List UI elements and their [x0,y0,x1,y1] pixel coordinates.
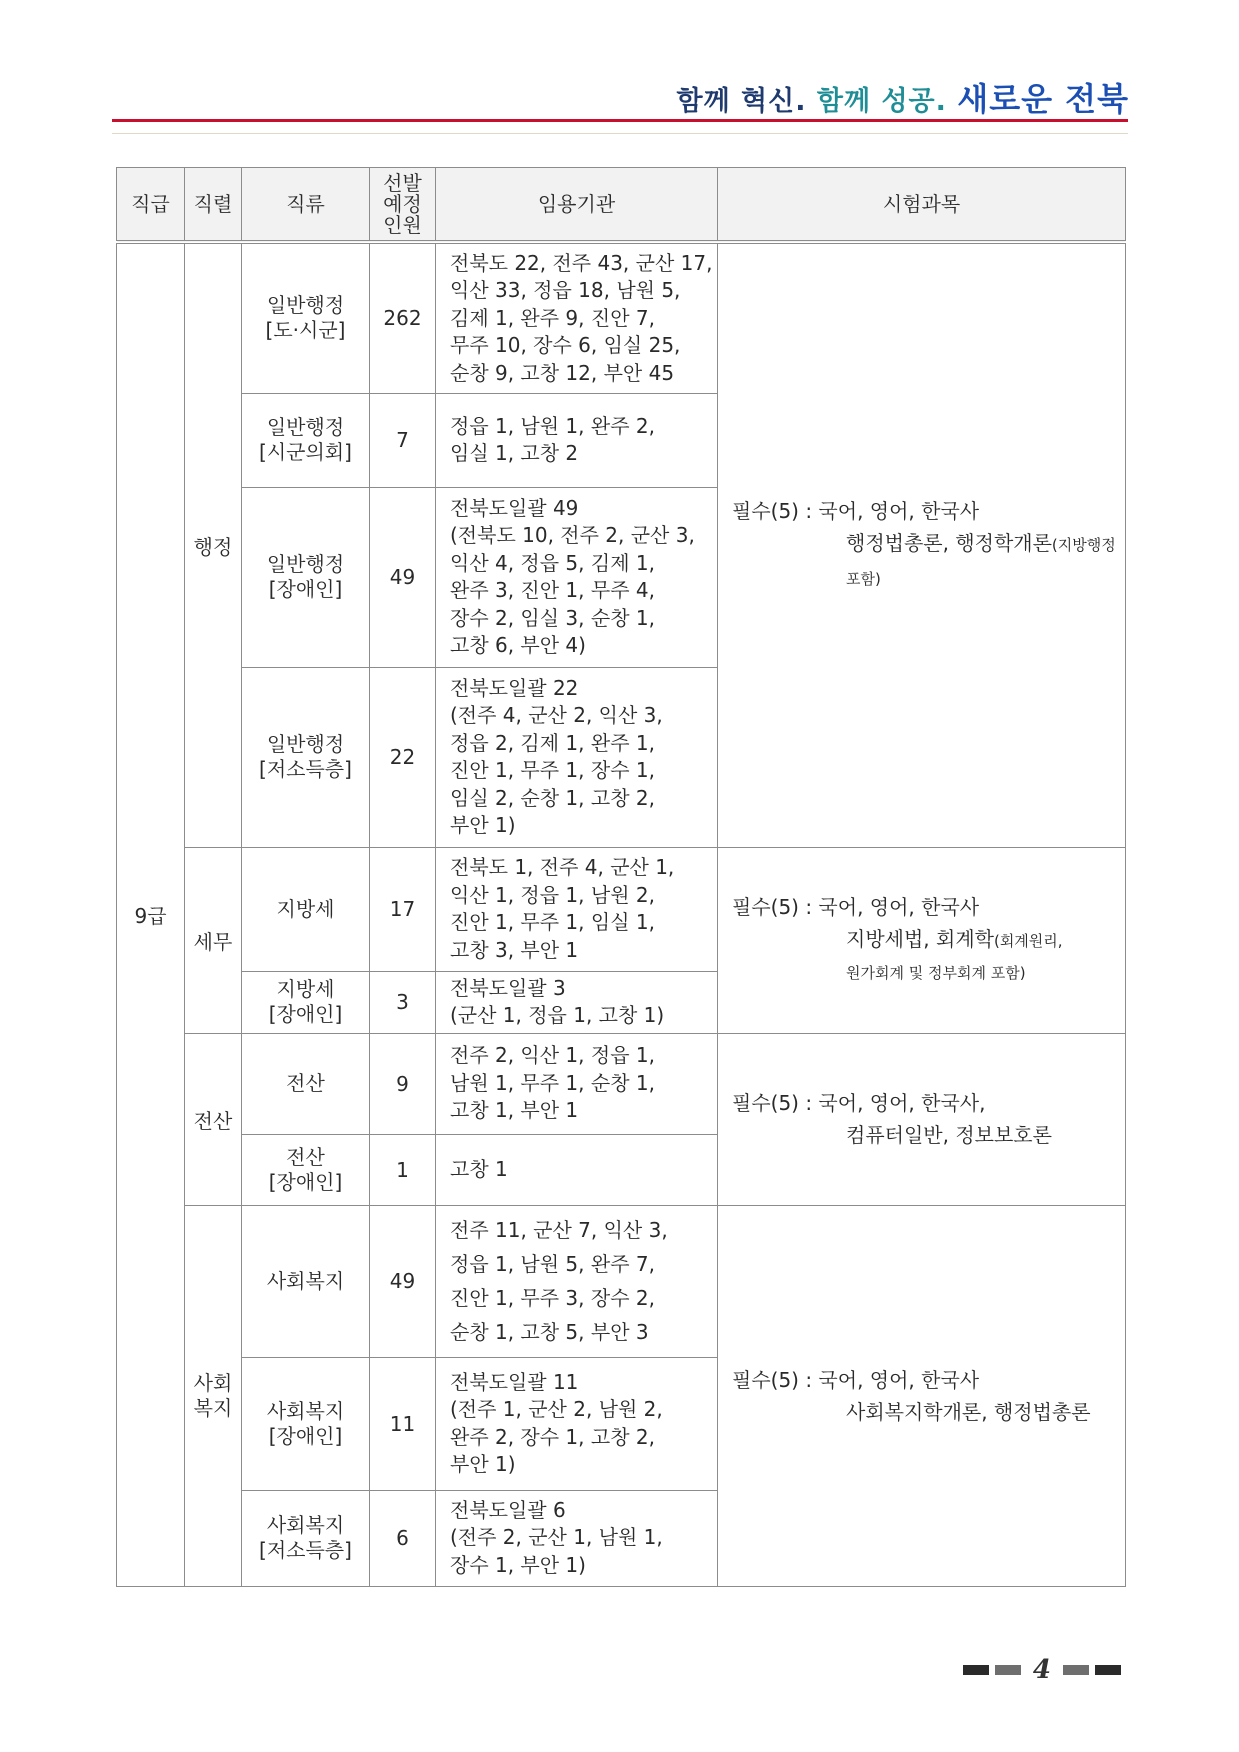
org-cell: 전북도일괄 6 (전주 2, 군산 1, 남원 1, 장수 1, 부안 1) [436,1490,718,1586]
slogan-part-a: 함께 혁신. [676,86,807,117]
subject-line-2-text: 지방세법, 회계학 [846,927,994,951]
count-cell: 1 [370,1134,436,1205]
type-cell: 지방세 [242,847,370,971]
header-subject: 시험과목 [718,168,1126,243]
header-slogan [676,74,1129,120]
subject-line-2: 컴퓨터일반, 정보보호론 [846,1123,1052,1147]
table-row [117,242,1126,393]
page-number: 4 [1032,1655,1051,1685]
count-cell: 262 [370,242,436,393]
header-rule-red [112,119,1128,122]
subject-line-1: 필수(5) : 국어, 영어, 한국사 [732,1367,980,1392]
subject-line-1: 필수(5) : 국어, 영어, 한국사 [732,895,980,919]
org-cell: 전북도일괄 22 (전주 4, 군산 2, 익산 3, 정읍 2, 김제 1, 완주 1, 진안 1, 무주 1, 장수 1, 임실 2, 순창 1, 고창 2, 부안 1) [436,667,718,847]
page-footer [963,1655,1121,1685]
type-cell: 사회복지 [저소득층] [242,1490,370,1586]
slogan-part-b: 함께 성공. [816,86,947,117]
org-cell: 전북도일괄 11 (전주 1, 군산 2, 남원 2, 완주 2, 장수 1, 고창 2, 부안 1) [436,1357,718,1490]
type-cell: 일반행정 [장애인] [242,487,370,667]
subject-note: (지방행정포함) [846,536,1116,589]
count-cell: 9 [370,1033,436,1134]
org-cell: 전주 2, 익산 1, 정읍 1, 남원 1, 무주 1, 순창 1, 고창 1, 부안 1 [436,1033,718,1134]
footer-bar-icon [1063,1665,1089,1675]
slogan-part-c: 새로운 전북 [957,80,1129,118]
type-cell: 일반행정 [시군의회] [242,393,370,487]
org-cell: 전북도일괄 49 (전북도 10, 전주 2, 군산 3, 익산 4, 정읍 5, 김제 1, 완주 3, 진안 1, 무주 4, 장수 2, 임실 3, 순창 1, 고창 6, 부안 4) [436,487,718,667]
count-cell: 22 [370,667,436,847]
header-row [117,168,1126,243]
series-cell: 전산 [185,1033,242,1205]
table-row [117,847,1126,971]
org-cell: 전주 11, 군산 7, 익산 3, 정읍 1, 남원 5, 완주 7, 진안 1, 무주 3, 장수 2, 순창 1, 고창 5, 부안 3 [436,1205,718,1357]
org-cell: 고창 1 [436,1134,718,1205]
count-cell: 17 [370,847,436,971]
org-cell: 전북도 22, 전주 43, 군산 17, 익산 33, 정읍 18, 남원 5, 김제 1, 완주 9, 진안 7, 무주 10, 장수 6, 임실 25, 순창 9, 고창 12, 부안 45 [436,242,718,393]
subject-line-2: 사회복지학개론, 행정법총론 [846,1399,1091,1424]
org-cell: 전북도일괄 3 (군산 1, 정읍 1, 고창 1) [436,971,718,1033]
series-cell: 세무 [185,847,242,1033]
header-type: 직류 [242,168,370,243]
subject-cell [718,1033,1126,1205]
type-cell: 일반행정 [도·시군] [242,242,370,393]
subject-cell [718,1205,1126,1586]
type-cell: 일반행정 [저소득층] [242,667,370,847]
subject-note: (회계원리, [993,932,1063,950]
header-org: 임용기관 [436,168,718,243]
table-row [117,1205,1126,1357]
footer-bar-icon [995,1665,1021,1675]
type-cell: 사회복지 [242,1205,370,1357]
subject-line-1: 필수(5) : 국어, 영어, 한국사 [732,499,980,524]
type-cell: 전산 [장애인] [242,1134,370,1205]
type-cell: 전산 [242,1033,370,1134]
subject-line-1: 필수(5) : 국어, 영어, 한국사, [732,1091,986,1115]
count-cell: 49 [370,1205,436,1357]
header-rule-gray [112,133,1128,134]
count-cell: 7 [370,393,436,487]
subject-cell [718,847,1126,1033]
subject-line-2-text: 행정법총론, 행정학개론 [846,531,1052,556]
subject-cell [718,242,1126,847]
subject-line-2 [732,527,1125,595]
subject-line-2 [732,923,1125,957]
header-series: 직렬 [185,168,242,243]
org-cell: 전북도 1, 전주 4, 군산 1, 익산 1, 정읍 1, 남원 2, 진안 1, 무주 1, 임실 1, 고창 3, 부안 1 [436,847,718,971]
footer-bar-icon [963,1665,989,1675]
count-cell: 3 [370,971,436,1033]
subject-line-3: 원가회계 및 정부회계 포함) [846,964,1026,982]
header-grade: 직급 [117,168,185,243]
recruitment-table [116,167,1126,1587]
type-cell: 사회복지 [장애인] [242,1357,370,1490]
footer-bar-icon [1095,1665,1121,1675]
count-cell: 11 [370,1357,436,1490]
table-row [117,1033,1126,1134]
count-cell: 6 [370,1490,436,1586]
type-cell: 지방세 [장애인] [242,971,370,1033]
org-cell: 정읍 1, 남원 1, 완주 2, 임실 1, 고창 2 [436,393,718,487]
series-cell: 행정 [185,242,242,847]
grade-cell: 9급 [117,242,185,1586]
header-count: 선발 예정 인원 [370,168,436,243]
count-cell: 49 [370,487,436,667]
series-cell: 사회 복지 [185,1205,242,1586]
